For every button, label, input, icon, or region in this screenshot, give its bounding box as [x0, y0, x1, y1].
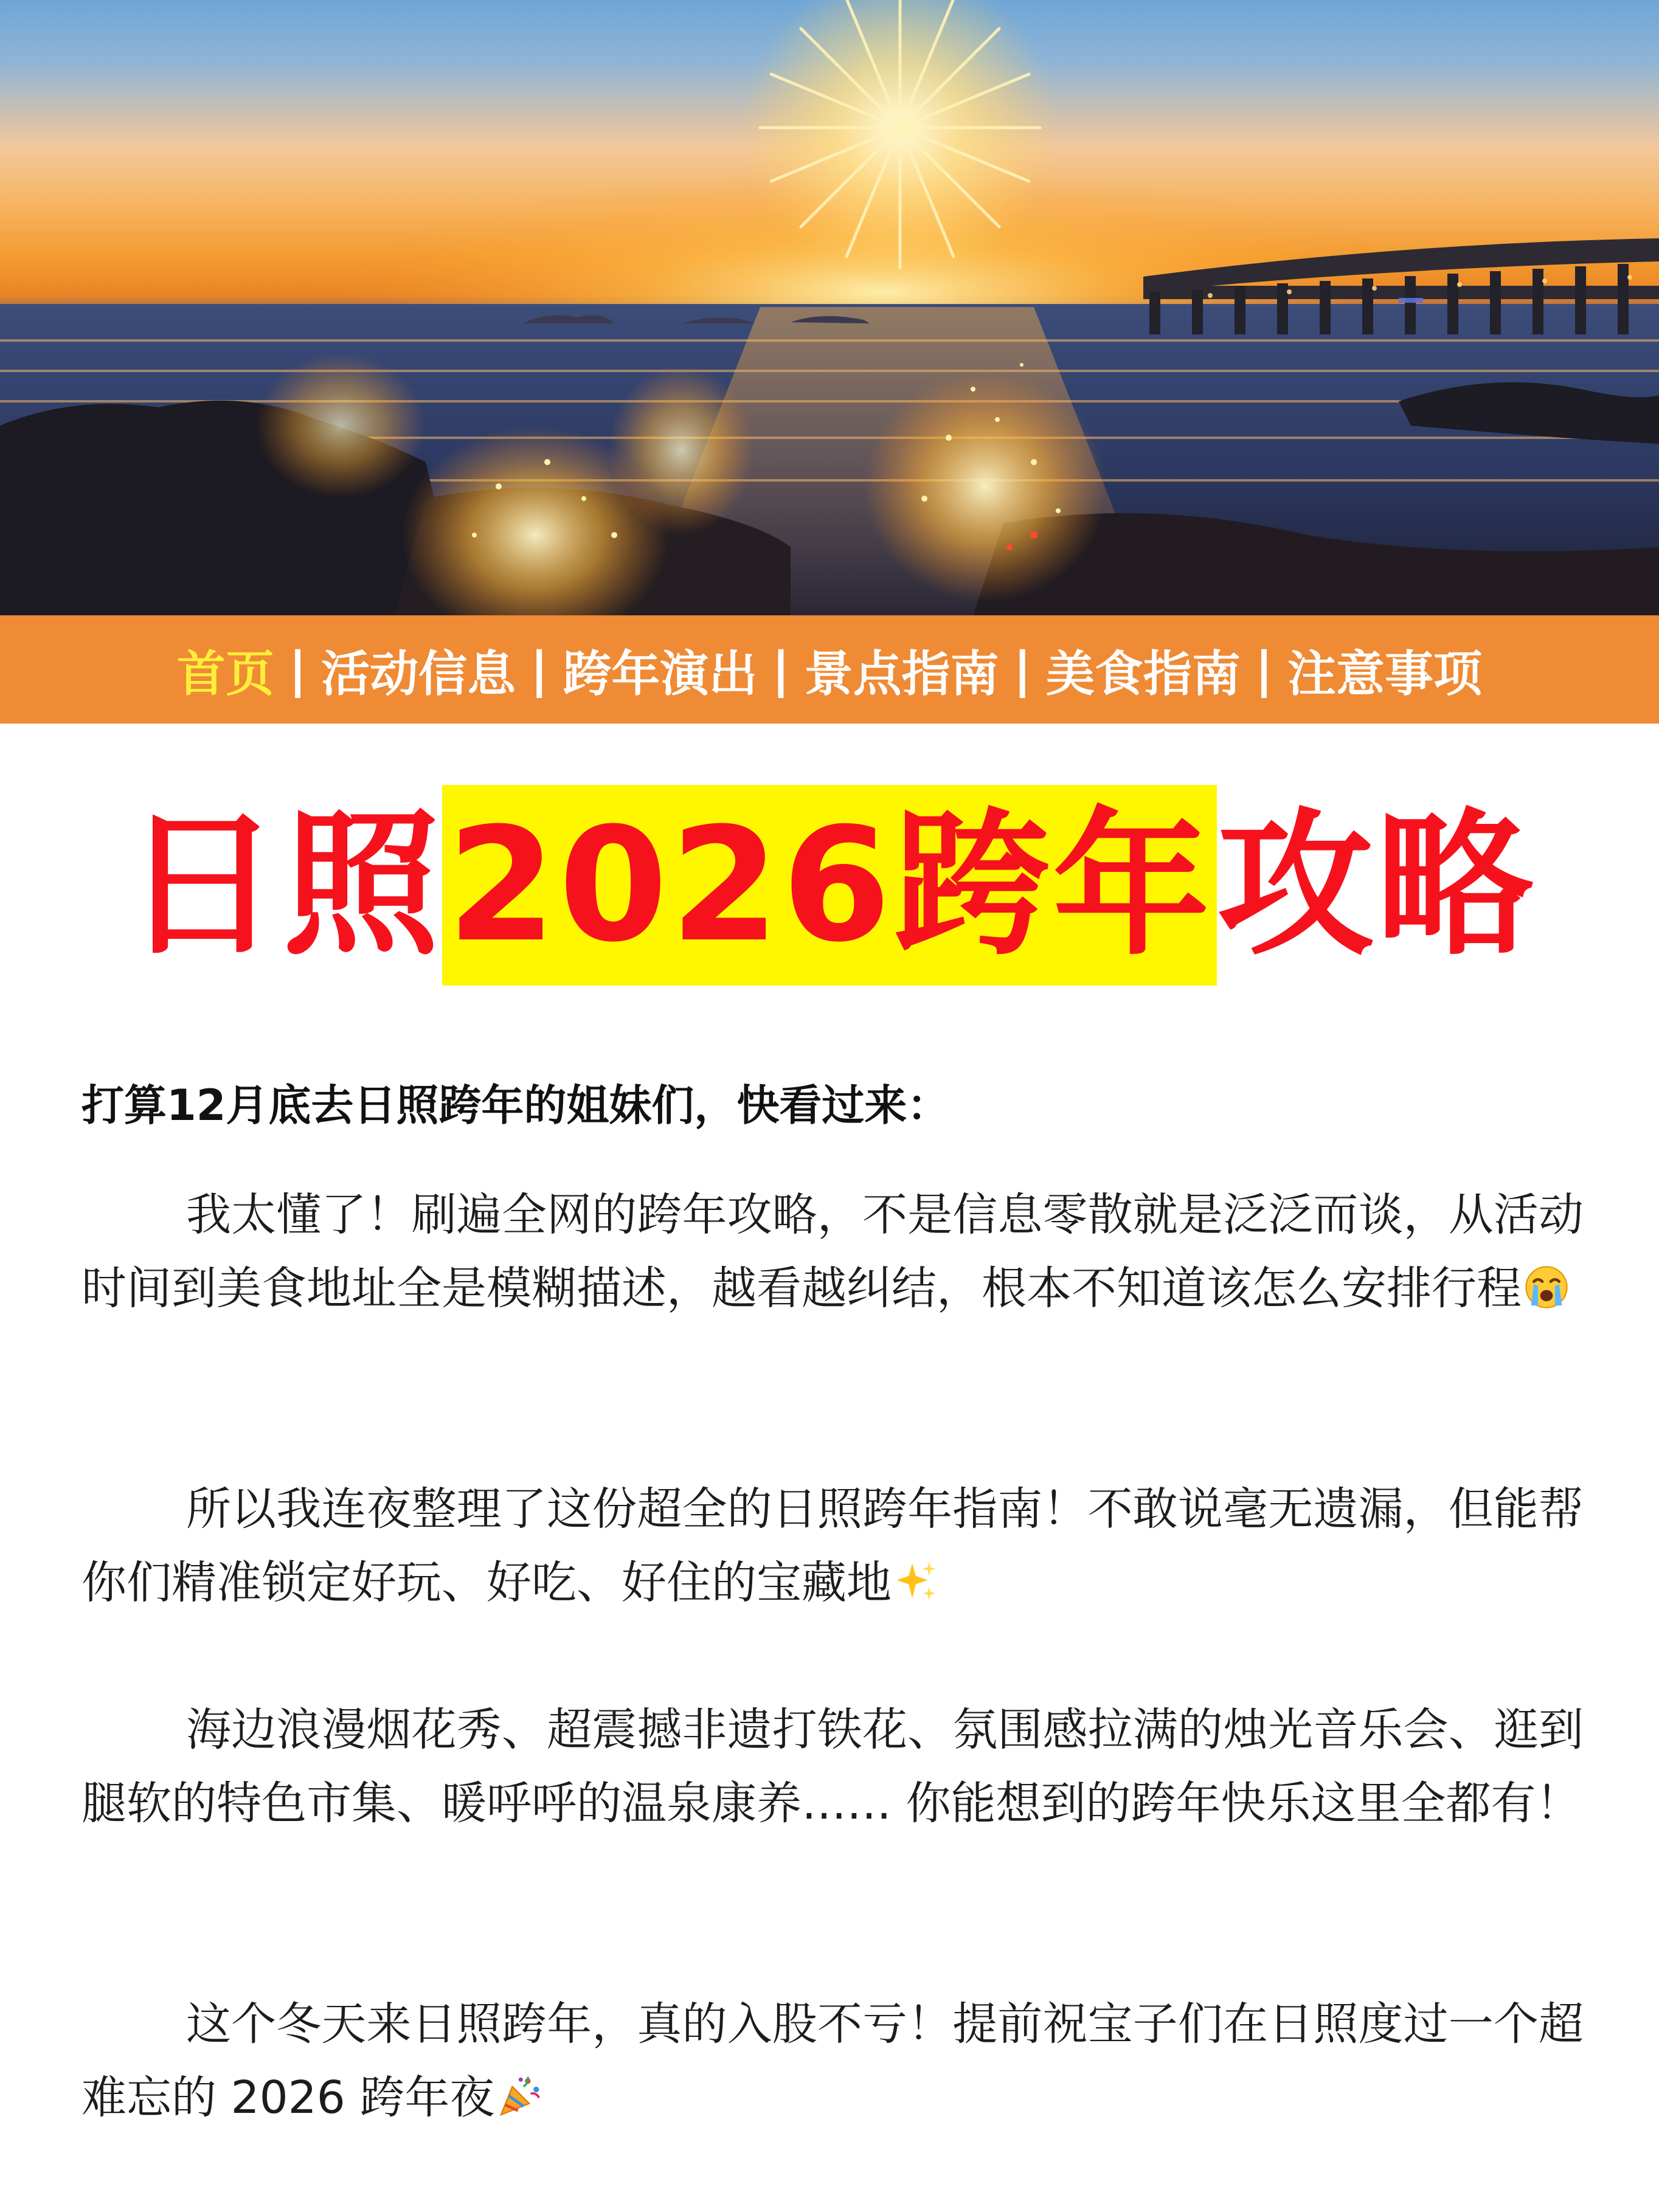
title-part-1: 日照 [123, 794, 442, 976]
nav-activity-info[interactable]: 活动信息 [321, 645, 516, 702]
nav-separator: | [1013, 641, 1031, 698]
nav-separator: | [772, 641, 790, 698]
top-nav-bar [0, 615, 1659, 724]
paragraph-1-text: 我太懂了！刷遍全网的跨年攻略，不是信息零散就是泛泛而谈，从活动时间到美食地址全是模糊描述，越看越纠结，根本不知道该怎么安排行程 [81, 1189, 1584, 1315]
crying-face-icon [1524, 1265, 1569, 1310]
nav-attractions-guide[interactable]: 景点指南 [804, 645, 999, 702]
sunset-fireworks-scene [0, 0, 1659, 615]
party-popper-icon [497, 2074, 542, 2119]
nav-notes[interactable]: 注意事项 [1287, 645, 1483, 702]
sparkles-icon [894, 1559, 939, 1604]
paragraph-4 [81, 1988, 1584, 2135]
paragraph-2 [81, 1473, 1584, 1620]
hero-image [0, 0, 1659, 615]
paragraph-3 [81, 1693, 1584, 1840]
paragraph-4-text: 这个冬天来日照跨年，真的入股不亏！提前祝宝子们在日照度过一个超难忘的 2026 跨年夜 [81, 1998, 1584, 2124]
title-part-2: 攻略 [1217, 794, 1536, 976]
nav-separator: | [288, 641, 307, 698]
nav-separator: | [530, 641, 549, 698]
paragraph-3-text: 海边浪漫烟花秀、超震撼非遗打铁花、氛围感拉满的烛光音乐会、逛到腿软的特色市集、暖呼呼的温泉康养…… 你能想到的跨年快乐这里全都有！ [81, 1704, 1584, 1830]
nav-home[interactable]: 首页 [176, 645, 274, 702]
title-highlight: 2026跨年 [442, 785, 1217, 986]
intro-line: 打算12月底去日照跨年的姐妹们，快看过来： [81, 1080, 950, 1130]
paragraph-2-text: 所以我连夜整理了这份超全的日照跨年指南！不敢说毫无遗漏，但能帮你们精准锁定好玩、好吃、好住的宝藏地 [81, 1483, 1584, 1609]
paragraph-1 [81, 1178, 1584, 1325]
nav-separator: | [1255, 641, 1273, 698]
nav-food-guide[interactable]: 美食指南 [1045, 645, 1241, 702]
nav-new-year-shows[interactable]: 跨年演出 [563, 645, 758, 702]
page-title [0, 782, 1659, 989]
